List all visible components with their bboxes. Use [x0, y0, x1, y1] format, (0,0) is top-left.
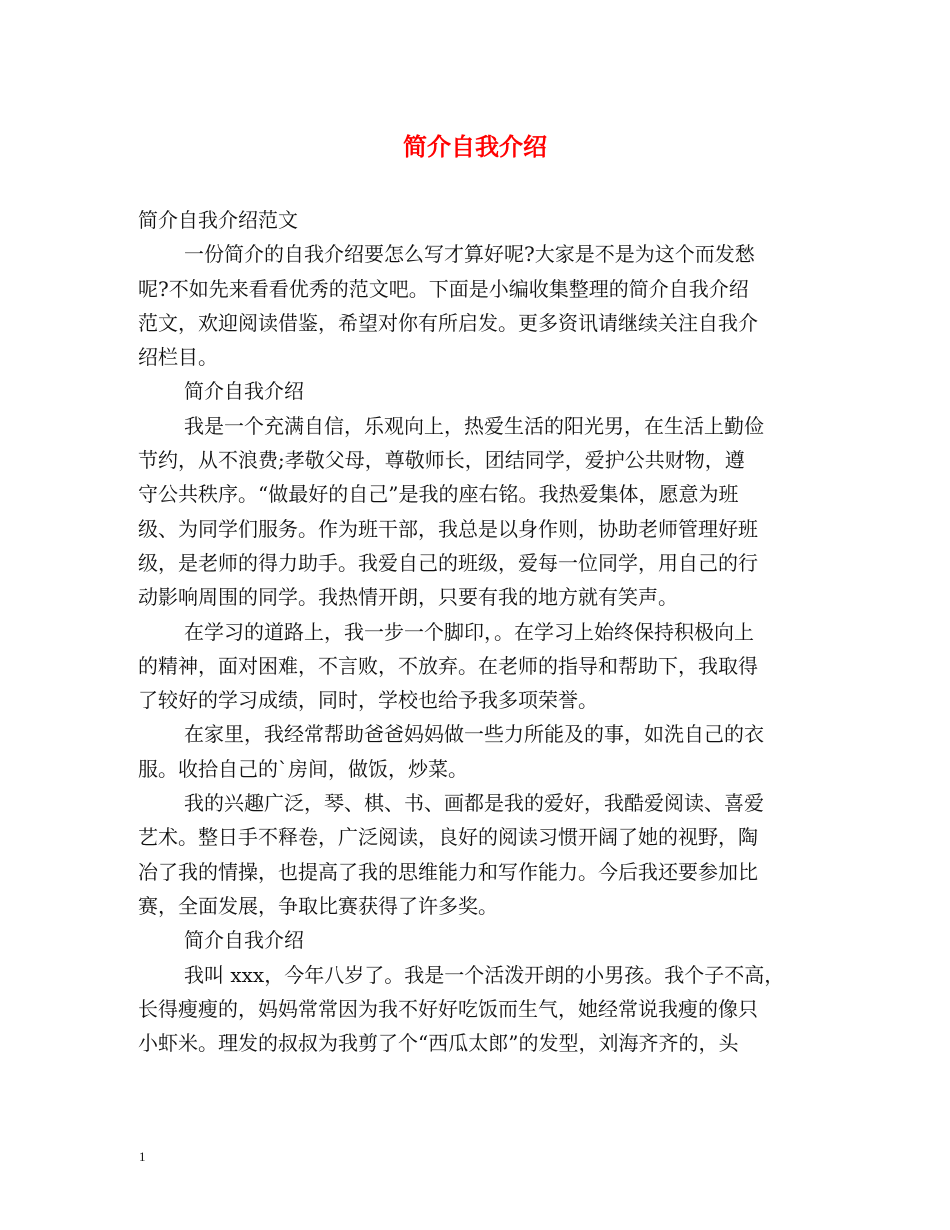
text-line: 简介自我介绍 — [184, 379, 304, 404]
text-line: 小虾米。理发的叔叔为我剪了个“西瓜太郎”的发型，刘海齐齐的，头 — [138, 1031, 739, 1056]
text-line: 级，是老师的得力助手。我爱自己的班级，爱每一位同学，用自己的行 — [138, 550, 758, 575]
text-line: 在学习的道路上，我一步一个脚印，。在学习上始终保持积极向上 — [184, 619, 754, 644]
text-line: 我的兴趣广泛，琴、棋、书、画都是我的爱好，我酷爱阅读、喜爱 — [184, 791, 764, 816]
text-line: 服。收拾自己的`房间，做饭，炒菜。 — [138, 756, 468, 781]
text-line: 节约，从不浪费;孝敬父母，尊敬师长，团结同学，爱护公共财物，遵 — [138, 448, 745, 473]
text-line: 范文，欢迎阅读借鉴，希望对你有所启发。更多资讯请继续关注自我介 — [138, 310, 758, 335]
text-line: 在家里，我经常帮助爸爸妈妈做一些力所能及的事，如洗自己的衣 — [184, 722, 764, 747]
text-line: 赛，全面发展，争取比赛获得了许多奖。 — [138, 893, 498, 918]
text-line: 级、为同学们服务。作为班干部，我总是以身作则，协助老师管理好班 — [138, 516, 758, 541]
text-line: 绍栏目。 — [138, 345, 218, 370]
page-number: 1 — [139, 1149, 146, 1164]
text-line: 呢?不如先来看看优秀的范文吧。下面是小编收集整理的简介自我介绍 — [138, 276, 749, 301]
text-line: 简介自我介绍范文 — [138, 208, 298, 232]
text-line: 动影响周围的同学。我热情开朗，只要有我的地方就有笑声。 — [138, 585, 678, 610]
text-line: 了较好的学习成绩，同时，学校也给予我多项荣誉。 — [138, 688, 598, 713]
text-line: 简介自我介绍 — [184, 928, 304, 953]
document-body — [138, 203, 818, 1060]
text-line: 我是一个充满自信，乐观向上，热爱生活的阳光男，在生活上勤俭 — [184, 413, 764, 438]
text-line: 艺术。整日手不释卷，广泛阅读，良好的阅读习惯开阔了她的视野，陶 — [138, 825, 758, 850]
text-line: 长得瘦瘦的，妈妈常常因为我不好好吃饭而生气，她经常说我瘦的像只 — [138, 996, 758, 1021]
text-line: 我叫 xxx，今年八岁了。我是一个活泼开朗的小男孩。我个子不高， — [184, 962, 785, 987]
text-line: 的精神，面对困难，不言败，不放弃。在老师的指导和帮助下，我取得 — [138, 653, 758, 678]
text-line: 守公共秩序。“做最好的自己”是我的座右铭。我热爱集体，愿意为班 — [138, 482, 739, 507]
document-title: 简介自我介绍 — [403, 132, 547, 161]
text-line: 冶了我的情操，也提高了我的思维能力和写作能力。今后我还要参加比 — [138, 859, 758, 884]
text-line: 一份简介的自我介绍要怎么写才算好呢?大家是不是为这个而发愁 — [184, 242, 755, 267]
